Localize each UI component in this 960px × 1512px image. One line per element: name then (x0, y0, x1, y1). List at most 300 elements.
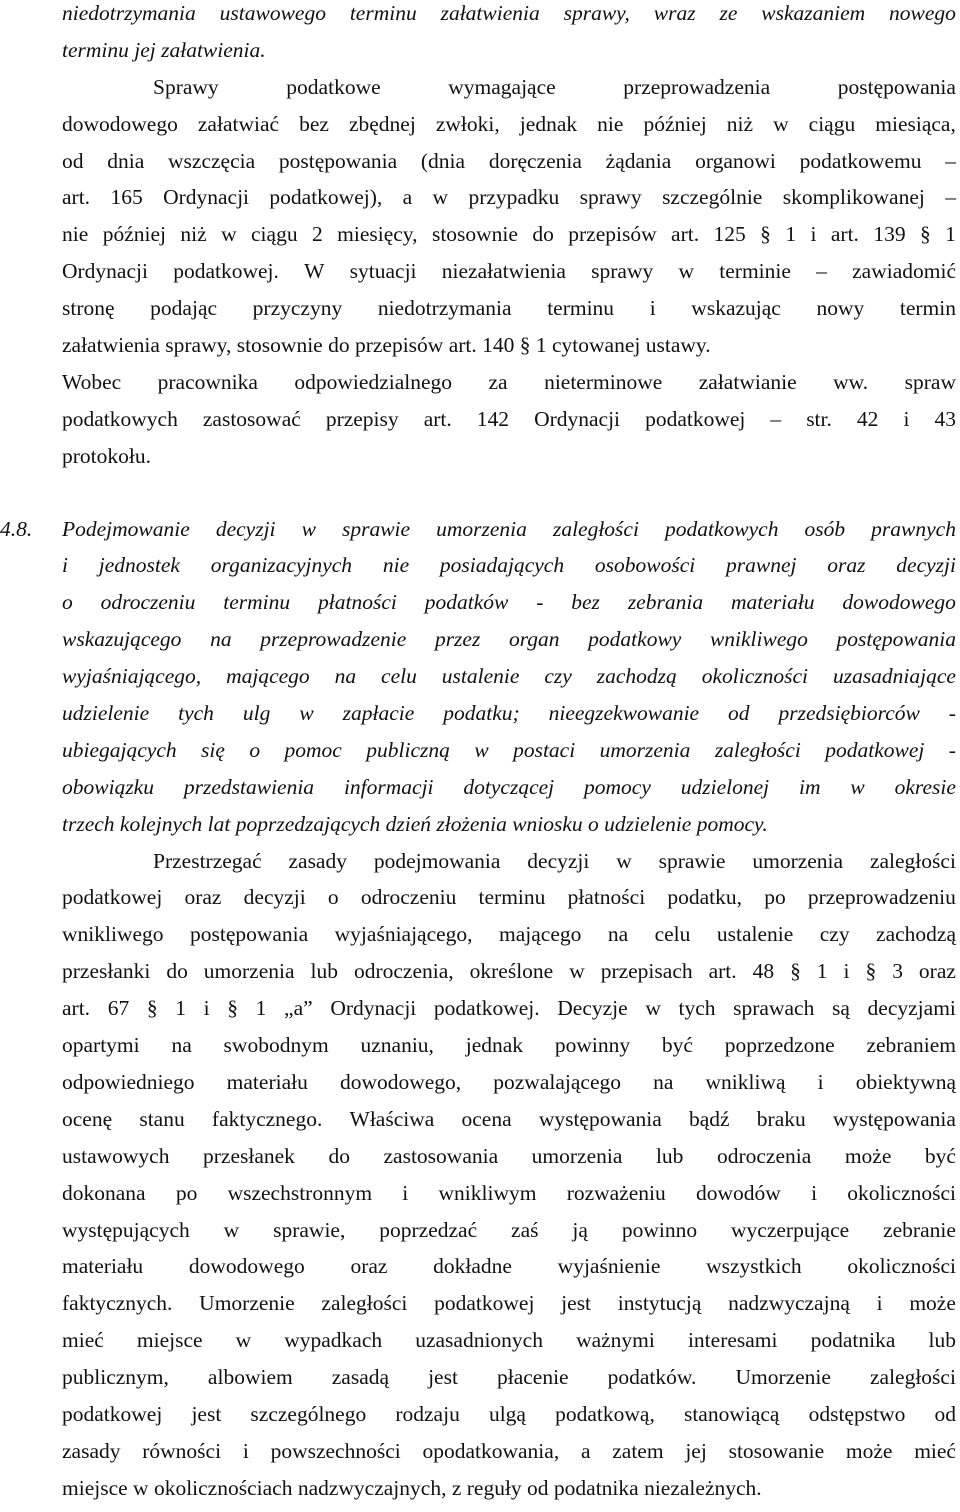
word: § (227, 996, 238, 1021)
word: zasadą (331, 1365, 390, 1390)
word: może (909, 1291, 956, 1316)
word: podając (150, 296, 218, 321)
word: sprawy (591, 259, 654, 284)
word: organ (508, 627, 560, 652)
word: i (811, 1180, 818, 1205)
word: w (221, 222, 237, 247)
word: faktycznych. (62, 1291, 173, 1316)
word: przesłanek (203, 1143, 295, 1168)
word: terminie (719, 259, 791, 284)
text-line (62, 1143, 956, 1180)
word: 1 (175, 996, 186, 1021)
word: nadzwyczajną (728, 1291, 850, 1316)
word: dokonana (62, 1180, 146, 1205)
word: (dnia (420, 148, 466, 173)
word: podatków (424, 590, 509, 615)
word: od (934, 1401, 956, 1426)
word: później (102, 222, 166, 247)
word: wszechstronnym (227, 1180, 373, 1205)
word: wnikliwą (705, 1069, 786, 1094)
word: organizacyjnych (210, 553, 353, 578)
word: postępowania (837, 74, 956, 99)
word: i (810, 222, 817, 247)
word: nowego (889, 1, 956, 25)
word: i (649, 296, 656, 321)
word: zachodzą (876, 922, 956, 947)
word: celu (654, 922, 691, 947)
word: mieć (62, 1328, 104, 1353)
word: poprzedzone (724, 1033, 835, 1058)
word: się (201, 737, 225, 762)
word: zapłacie (342, 701, 415, 726)
word: publiczną (366, 737, 450, 762)
word: postępowania (278, 148, 398, 173)
text-line (62, 258, 956, 295)
word: bez (571, 590, 600, 615)
word: posiadających (439, 553, 565, 578)
word: stanu (139, 1106, 185, 1131)
word: umorzenia (752, 848, 844, 873)
word: określone (469, 959, 554, 984)
section-heading-first-line: 4.8. Podejmowanie decyzji w sprawie umorzenia zaległości podatkowych osób prawnych (0, 516, 956, 541)
word: zawiadomić (852, 259, 956, 284)
text-line (62, 406, 956, 443)
text-line: załatwienia sprawy, stosownie do przepisów art. 140 § 1 cytowanej ustawy. (62, 333, 711, 358)
text-line (62, 1364, 956, 1401)
text-line (62, 1438, 956, 1475)
word: podatkowych (665, 516, 779, 541)
section-heading-line (62, 589, 956, 626)
word: zebranie (883, 1217, 956, 1242)
word: niedotrzymania (62, 1, 196, 25)
word: przepisy (325, 406, 399, 431)
word: zaś (511, 1217, 539, 1242)
word: może (844, 1143, 892, 1168)
word: ww. (833, 369, 869, 394)
word: dowodowego (188, 1254, 305, 1279)
word: zaległości (869, 1365, 956, 1390)
section-heading-text (62, 516, 956, 542)
word: może (845, 1438, 893, 1463)
word: prawnej (726, 553, 797, 578)
word: nie (382, 553, 410, 578)
word: zachodzą (596, 664, 677, 689)
word: umorzenia (203, 959, 295, 984)
text-line (62, 1217, 956, 1254)
word: decyzjami (867, 996, 956, 1021)
word: terminu (349, 1, 417, 25)
word: osób (804, 516, 846, 541)
word: decyzji (527, 848, 590, 873)
word: sprawie (341, 516, 411, 541)
word: opartymi (62, 1033, 140, 1058)
word: zaległości (714, 737, 801, 762)
word: stronę (62, 296, 115, 321)
word: spraw (904, 369, 956, 394)
word: wyjaśnienie (557, 1254, 661, 1279)
word: umorzenia (436, 516, 527, 541)
word: w (235, 1328, 252, 1353)
word: lub (655, 1143, 684, 1168)
section-heading-line (62, 663, 956, 700)
word: materiału (62, 1254, 144, 1279)
word: tych (678, 996, 716, 1021)
section-heading-line (62, 737, 956, 774)
word: podatkowych (62, 406, 178, 431)
word: bądź (689, 1106, 730, 1131)
section-heading-line (62, 774, 956, 811)
word: lub (310, 959, 338, 984)
word: 1 (785, 222, 797, 247)
word: jednak (519, 111, 578, 136)
word: nie (597, 111, 624, 136)
text-line (62, 221, 956, 258)
word: materiału (730, 590, 815, 615)
text-line (62, 1401, 956, 1438)
word: Decyzje (557, 996, 628, 1021)
word: płatności (318, 590, 397, 615)
word: § (920, 222, 931, 247)
word: mającego (226, 664, 310, 689)
word: być (924, 1143, 956, 1168)
text-line (62, 148, 956, 185)
word: bez (299, 111, 329, 136)
paragraph-first-line (62, 74, 956, 111)
word: 43 (934, 406, 956, 431)
word: przeprowadzeniu (807, 885, 956, 910)
word: ulg (242, 701, 271, 726)
word: i (242, 1438, 249, 1463)
word: oraz (918, 959, 956, 984)
word: zebraniem (866, 1033, 956, 1058)
word: umorzenia (531, 1143, 623, 1168)
word: stosownie (431, 222, 518, 247)
word: podatkowej (62, 885, 163, 910)
word: sytuacji (349, 259, 417, 284)
word: ciągu (808, 111, 856, 136)
word: termin (899, 296, 956, 321)
word: prawnych (871, 516, 956, 541)
word: zaległości (869, 848, 956, 873)
word: Umorzenie (735, 1365, 831, 1390)
word: Ordynacji (163, 185, 250, 210)
word: zaległości (321, 1291, 408, 1316)
word: § (146, 996, 158, 1021)
word: przesłanki (62, 959, 151, 984)
word: podatków. (607, 1365, 697, 1390)
word: mającego (499, 922, 582, 947)
word: jest (561, 1291, 592, 1316)
word: przyczyny (252, 296, 343, 321)
word: str. (806, 406, 832, 431)
word: przedsiębiorców (778, 701, 920, 726)
word: niż (180, 222, 207, 247)
word: 142 (476, 406, 510, 431)
text-line (62, 884, 956, 921)
word: przedstawienia (183, 774, 315, 799)
word: i (203, 996, 210, 1021)
word: ciągu (251, 222, 298, 247)
word: zaległości (552, 516, 639, 541)
word: o (249, 737, 261, 762)
word: w (850, 774, 865, 799)
word: wszystkich (706, 1254, 802, 1279)
word: ustawowych (62, 1143, 170, 1168)
word: instytucją (617, 1291, 702, 1316)
word: postępowania (189, 922, 309, 947)
word: skomplikowanej (782, 185, 925, 210)
word: wypadkach (284, 1328, 383, 1353)
text-line (62, 0, 956, 37)
word: § (790, 959, 801, 984)
word: później (643, 111, 707, 136)
word: okoliczności (701, 664, 809, 689)
text-line (62, 958, 956, 995)
word: albowiem (207, 1365, 293, 1390)
word: W (304, 259, 325, 284)
word: oraz (184, 885, 222, 910)
word: podatkowej. (173, 259, 279, 284)
word: lub (928, 1328, 956, 1353)
text-line (62, 1106, 956, 1143)
word: załatwianie (698, 369, 797, 394)
word: zasady (62, 1438, 121, 1463)
word: stosowanie (728, 1438, 825, 1463)
word: odroczeniu (360, 885, 457, 910)
word: 67 (107, 996, 130, 1021)
text-line (62, 1290, 956, 1327)
word: odstępstwo (808, 1401, 906, 1426)
word: art. (62, 185, 91, 210)
word: i (843, 959, 850, 984)
word: uznaniu, (360, 1033, 434, 1058)
text-line: protokołu. (62, 443, 151, 468)
word: odroczenia (716, 1143, 812, 1168)
section-heading-line (62, 552, 956, 589)
word: zatem (612, 1438, 664, 1463)
word: uzasadnionych (415, 1328, 543, 1353)
text-line (62, 369, 956, 406)
word: Ordynacji (330, 996, 417, 1021)
word: ocenę (62, 1106, 113, 1131)
word: celu (381, 664, 417, 689)
section-gap (62, 480, 956, 516)
word: tych (178, 701, 214, 726)
word: 139 (873, 222, 906, 247)
word: na (210, 627, 232, 652)
word: wyjaśniającego, (334, 922, 473, 947)
word: dowodów (696, 1180, 781, 1205)
word: podejmowania (373, 848, 501, 873)
text-line (62, 1253, 956, 1290)
word: wyjaśniającego, (62, 664, 202, 689)
word: czy (544, 664, 572, 689)
word: decyzji (215, 516, 276, 541)
word: miejsce (136, 1328, 203, 1353)
word: wskazując (691, 296, 781, 321)
word: podatkowej), (269, 185, 383, 210)
word: podatkowej (62, 1401, 163, 1426)
word: podatkową, (555, 1401, 655, 1426)
word: – (770, 406, 782, 431)
word: Właściwa (349, 1106, 435, 1131)
word: zbędnej (348, 111, 416, 136)
word: pomoc (284, 737, 342, 762)
word: art. (708, 959, 737, 984)
word: Umorzenie (199, 1291, 295, 1316)
word: materiału (226, 1069, 308, 1094)
word: przypadku (468, 185, 560, 210)
word: po (175, 1180, 198, 1205)
word: ustalenie (441, 664, 520, 689)
word: podatkowej (434, 1291, 535, 1316)
word: poprzedzać (379, 1217, 478, 1242)
word: wymagające (448, 74, 556, 99)
word: braku (756, 1106, 806, 1131)
word: sprawie (658, 848, 726, 873)
word: przeprowadzenie (260, 627, 407, 652)
word: nieterminowe (544, 369, 663, 394)
word: odroczeniu (100, 590, 196, 615)
word: być (661, 1033, 693, 1058)
word: podatkowemu (799, 148, 922, 173)
word: podatkowy (588, 627, 682, 652)
word: § (760, 222, 771, 247)
section-4-7-continuation (62, 0, 956, 480)
word: podatku; (443, 701, 520, 726)
text-line (62, 1032, 956, 1069)
word: odpowiedniego (62, 1069, 195, 1094)
word: im (799, 774, 821, 799)
word: 165 (110, 185, 143, 210)
word: płacenie (496, 1365, 569, 1390)
text-line (62, 184, 956, 221)
word: jednak (465, 1033, 524, 1058)
word: oraz (350, 1254, 388, 1279)
word: zasady (288, 848, 347, 873)
word: żądania (605, 148, 672, 173)
text-line (62, 921, 956, 958)
word: Przestrzegać (153, 848, 262, 873)
word: okoliczności (847, 1180, 956, 1205)
word: przez (434, 627, 481, 652)
word: nowy (816, 296, 865, 321)
word: wnikliwym (438, 1180, 537, 1205)
word: dokładne (433, 1254, 512, 1279)
text-line (62, 295, 956, 332)
word: postępowania (836, 627, 956, 652)
word: faktycznego. (211, 1106, 323, 1131)
section-heading-line (62, 626, 956, 663)
word: jest (191, 1401, 222, 1426)
word: podatnika (810, 1328, 896, 1353)
word: podatkowe (286, 74, 381, 99)
word: obowiązku (62, 774, 154, 799)
text-line: miejsce w okolicznościach nadzwyczajnych, z reguły od podatnika niezależnych. (62, 1475, 762, 1500)
word: ze (719, 1, 738, 25)
word: jej (685, 1438, 707, 1463)
word: udzielonej (680, 774, 770, 799)
word: i (876, 1291, 883, 1316)
word: wszczęcia (168, 148, 256, 173)
word: - (536, 590, 544, 615)
word: - (948, 737, 956, 762)
word: nie (62, 222, 89, 247)
word: dowodowego, (339, 1069, 462, 1094)
word: do (328, 1143, 350, 1168)
word: § (865, 959, 877, 984)
word: Ordynacji (534, 406, 621, 431)
word: udzielenie (62, 701, 150, 726)
word: podatku, (667, 885, 743, 910)
word: „a” (284, 996, 313, 1021)
word: wnikliwego (62, 922, 164, 947)
word: przepisów (568, 222, 657, 247)
word: – (945, 148, 956, 173)
word: załatwiać (197, 111, 280, 136)
word: i (903, 406, 910, 431)
word: oraz (827, 553, 866, 578)
word: równości (142, 1438, 222, 1463)
word: na (171, 1033, 192, 1058)
word: sprawach (733, 996, 815, 1021)
word: na (334, 664, 357, 689)
word: dotyczącej (463, 774, 555, 799)
word: nieegzekwowanie (548, 701, 700, 726)
text-line: terminu jej załatwienia. (62, 37, 266, 62)
word: publicznym, (62, 1365, 169, 1390)
word: swobodnym (223, 1033, 329, 1058)
text-line (62, 1327, 956, 1364)
word: ją (572, 1217, 588, 1242)
word: w (569, 959, 585, 984)
word: występowania (832, 1106, 956, 1131)
text-line (62, 995, 956, 1032)
word: opodatkowania, (422, 1438, 560, 1463)
word: niż (726, 111, 754, 136)
word: występowania (538, 1106, 662, 1131)
word: dowodowego (842, 590, 956, 615)
word: podatkowej (645, 406, 746, 431)
word: sprawy (579, 185, 642, 210)
word: 2 (311, 222, 323, 247)
word: Ordynacji (62, 259, 148, 284)
word: terminu (478, 885, 546, 910)
word: czy (819, 922, 850, 947)
word: w (474, 737, 489, 762)
word: zebrania (627, 590, 704, 615)
word: organowi (695, 148, 776, 173)
word: wraz (653, 1, 696, 25)
word: podatkowej. (433, 996, 540, 1021)
word: stanowiącą (683, 1401, 780, 1426)
word: powinny (554, 1033, 631, 1058)
word: Wobec (62, 369, 122, 394)
word: w (773, 111, 789, 136)
section-heading-line (62, 700, 956, 737)
word: za (488, 369, 508, 394)
word: wskazującego (62, 627, 182, 652)
word: terminu (547, 296, 615, 321)
word: rodzaju (395, 1401, 460, 1426)
word: okresie (894, 774, 956, 799)
word: informacji (343, 774, 434, 799)
word: postaci (513, 737, 576, 762)
word: ustalenie (716, 922, 794, 947)
word: od (728, 701, 750, 726)
word: podatkowej (825, 737, 925, 762)
word: szczególnego (250, 1401, 367, 1426)
